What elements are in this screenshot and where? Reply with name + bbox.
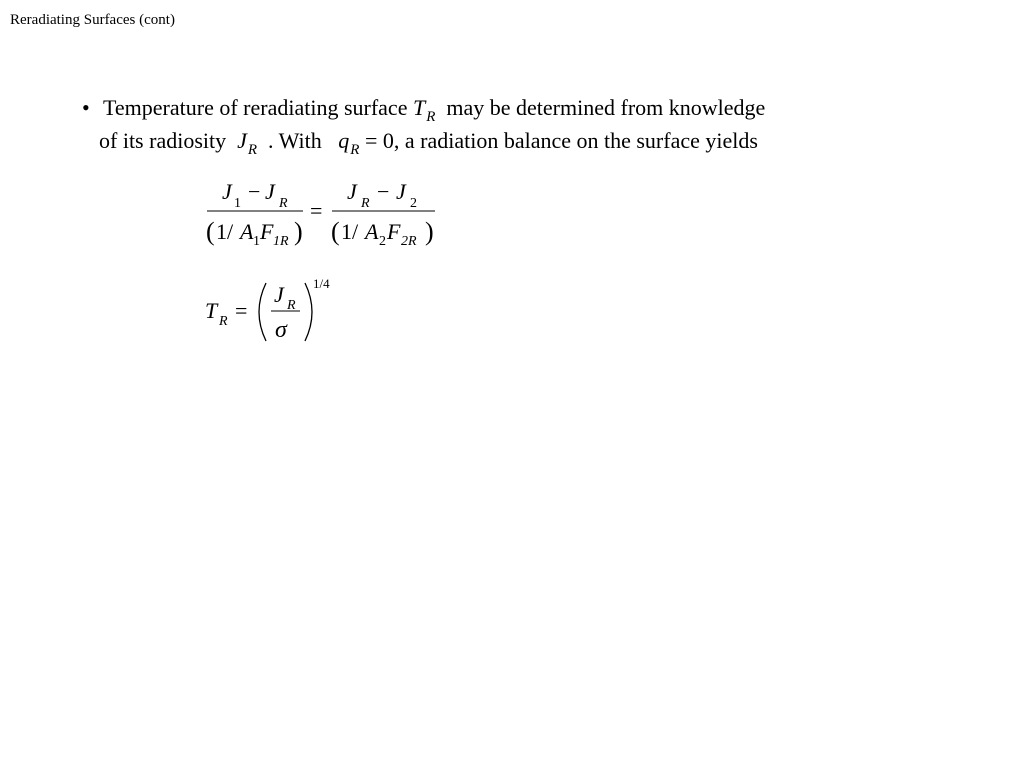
eq1-lhs-num-jr-sub: R: [279, 196, 288, 211]
text-with: . With: [268, 128, 322, 153]
symbol-q-subscript: R: [350, 142, 360, 158]
temperature-equation: [205, 276, 330, 343]
eq1-lhs-num-minus: −: [248, 179, 261, 204]
eq1-rhs-num-j2: J: [396, 179, 406, 204]
slide-title: Reradiating Surfaces (cont): [10, 12, 175, 28]
eq1-lhs-num-j1-sub: 1: [234, 196, 241, 211]
eq1-lhs-den-f-sub: 1R: [273, 234, 289, 249]
eq1-lhs-num-j1: J: [222, 179, 232, 204]
eq1-rhs-den-open-paren: (: [331, 217, 340, 246]
eq2-left-paren: [259, 283, 266, 341]
text-radiation-balance: , a radiation balance on the surface yields: [393, 128, 758, 153]
eq1-rhs-den-close-paren: ): [425, 217, 434, 246]
symbol-q-equals-zero: = 0: [364, 128, 394, 153]
eq1-rhs-num-j2-sub: 2: [410, 196, 417, 211]
eq2-num-j-sub: R: [287, 298, 296, 313]
symbol-t-subscript: R: [426, 109, 436, 125]
eq1-lhs-den-f: F: [260, 219, 274, 244]
eq1-lhs-den-a-sub: 1: [253, 234, 260, 249]
eq1-rhs-num-jr: J: [347, 179, 357, 204]
eq1-rhs-den-a-sub: 2: [379, 234, 386, 249]
symbol-j: J: [237, 128, 247, 153]
bullet-point-icon: •: [82, 95, 90, 120]
eq2-num-j: J: [274, 282, 284, 307]
eq1-lhs-den-one-over: 1/: [216, 219, 234, 244]
eq1-rhs-den-f: F: [387, 219, 401, 244]
eq1-equals: =: [310, 198, 323, 223]
eq2-exponent: 1/4: [313, 276, 330, 291]
text-of-its-radiosity: of its radiosity: [99, 128, 227, 153]
eq1-lhs-den-open-paren: (: [206, 217, 215, 246]
eq1-rhs-den-a: A: [365, 219, 379, 244]
eq2-den-sigma: σ: [275, 317, 287, 343]
eq2-equals: =: [235, 298, 248, 323]
symbol-j-subscript: R: [247, 142, 258, 158]
eq1-lhs-den-a: A: [240, 219, 254, 244]
eq1-lhs-num-jr: J: [265, 179, 275, 204]
text-may-be-determined: may be determined from knowledge: [446, 95, 766, 120]
radiosity-balance-equation: [206, 179, 435, 249]
text-temperature-of-reradiating-surface: Temperature of reradiating surface: [103, 95, 408, 120]
symbol-q: q: [338, 128, 350, 153]
eq2-lhs-t-sub: R: [219, 314, 228, 329]
eq1-rhs-den-f-sub: 2R: [401, 234, 417, 249]
eq2-lhs-t: T: [205, 298, 218, 323]
eq1-rhs-num-minus: −: [377, 179, 390, 204]
symbol-t: T: [412, 95, 426, 120]
eq1-rhs-den-one-over: 1/: [341, 219, 359, 244]
eq1-lhs-den-close-paren: ): [294, 217, 303, 246]
eq2-right-paren: [305, 283, 312, 341]
eq1-rhs-num-jr-sub: R: [361, 196, 370, 211]
